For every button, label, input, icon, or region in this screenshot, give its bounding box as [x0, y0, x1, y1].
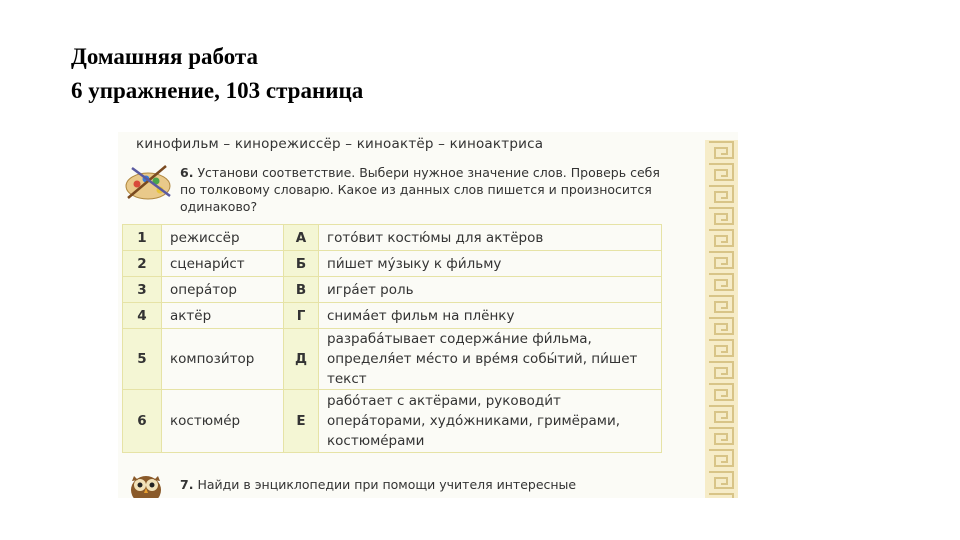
- table-row: [123, 277, 662, 303]
- task-6-text: Установи соответствие. Выбери нужное значение слов. Проверь себя по толковому словарю. Какое из данных слов пишется и произносится одинаково?: [180, 165, 660, 214]
- table-row: [123, 329, 662, 390]
- row-number: 3: [123, 277, 162, 303]
- row-definition: разраба́тывает содержа́ние фи́льма, определя́ет ме́сто и вре́мя собы́тий, пи́шет текст: [319, 329, 662, 390]
- row-word: режиссёр: [162, 225, 284, 251]
- task-6: [180, 164, 670, 215]
- row-letter: Г: [284, 303, 319, 329]
- row-number: 5: [123, 329, 162, 390]
- row-word: опера́тор: [162, 277, 284, 303]
- row-number: 6: [123, 390, 162, 453]
- table-row: [123, 225, 662, 251]
- row-word: сценари́ст: [162, 251, 284, 277]
- task-7: [180, 476, 670, 493]
- homework-heading: [71, 40, 363, 108]
- task-7-number: 7.: [180, 477, 194, 492]
- table-row: [123, 251, 662, 277]
- row-number: 4: [123, 303, 162, 329]
- table-row: [123, 390, 662, 453]
- row-definition: рабо́тает с актёрами, руководи́т опера́торами, худо́жниками, гримёрами, костюме́рами: [319, 390, 662, 453]
- palette-brush-icon: [122, 162, 176, 202]
- row-definition: пи́шет му́зыку к фи́льму: [319, 251, 662, 277]
- heading-assignment: 6 упражнение, 103 страница: [71, 78, 364, 103]
- task-7-text: Найди в энциклопедии при помощи учителя интересные: [197, 477, 577, 492]
- greek-key-ornament: [705, 140, 738, 498]
- word-chain: кинофильм – кинорежиссёр – киноактёр – киноактриса: [136, 136, 544, 152]
- matching-table: [122, 224, 662, 453]
- row-letter: Д: [284, 329, 319, 390]
- row-word: компози́тор: [162, 329, 284, 390]
- row-number: 2: [123, 251, 162, 277]
- row-word: костюме́р: [162, 390, 284, 453]
- row-letter: А: [284, 225, 319, 251]
- row-word: актёр: [162, 303, 284, 329]
- row-number: 1: [123, 225, 162, 251]
- row-letter: В: [284, 277, 319, 303]
- row-definition: игра́ет роль: [319, 277, 662, 303]
- row-letter: Е: [284, 390, 319, 453]
- task-6-number: 6.: [180, 165, 194, 180]
- row-definition: гото́вит костю́мы для актёров: [319, 225, 662, 251]
- heading-title: Домашняя работа: [71, 44, 258, 69]
- owl-icon: [122, 468, 174, 498]
- textbook-page-image: [118, 132, 738, 498]
- row-definition: снима́ет фильм на плёнку: [319, 303, 662, 329]
- row-letter: Б: [284, 251, 319, 277]
- table-row: [123, 303, 662, 329]
